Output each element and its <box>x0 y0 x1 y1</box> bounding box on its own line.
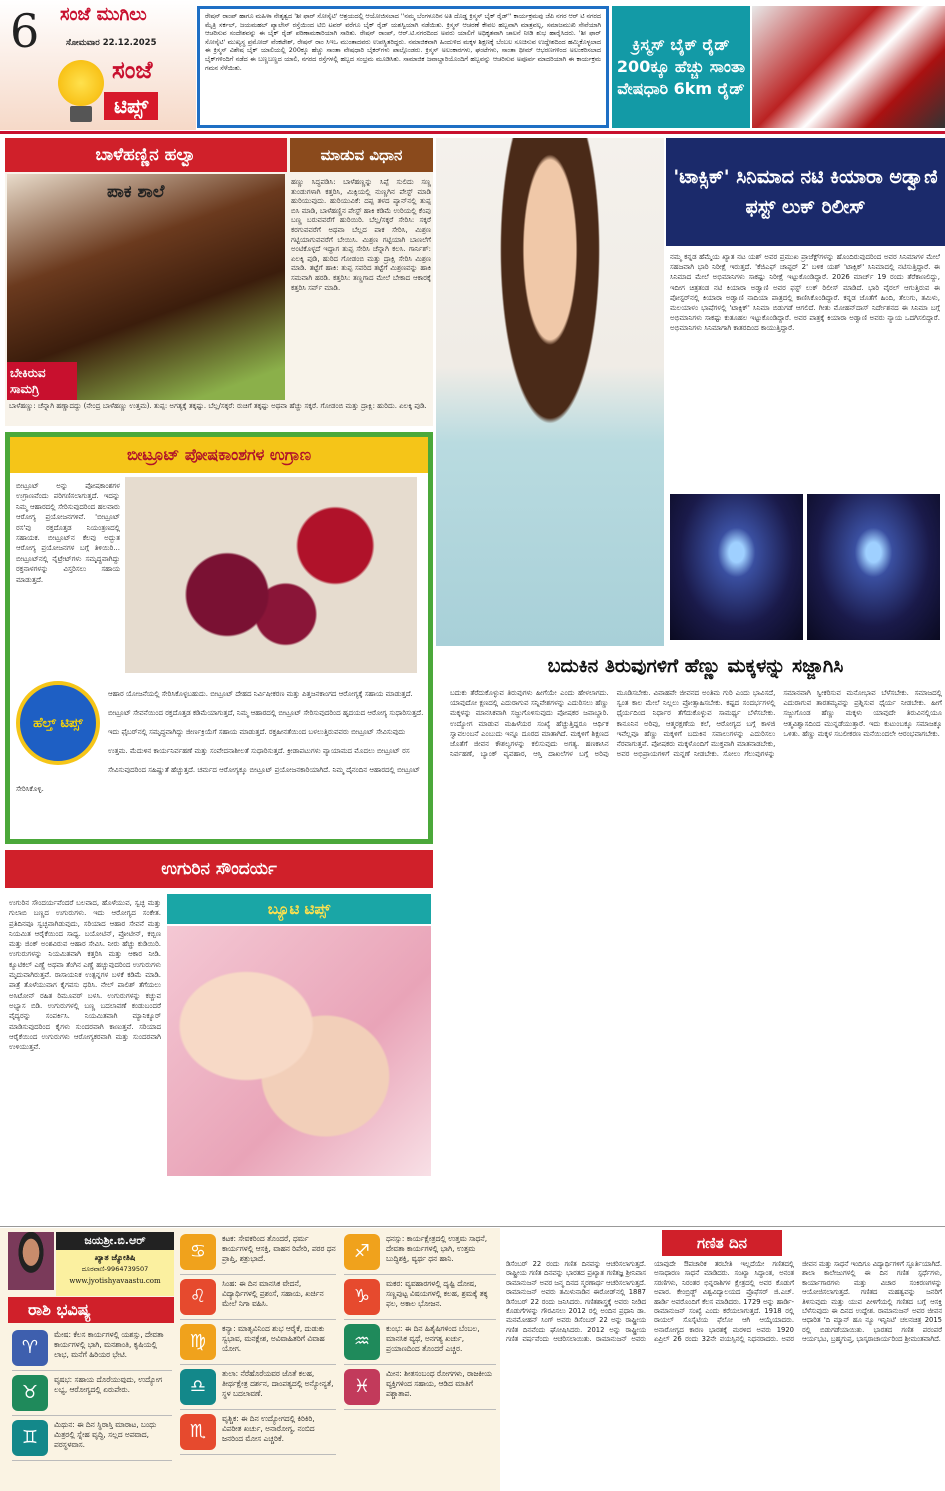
recipe-section <box>5 138 433 426</box>
rashi-item <box>344 1275 496 1320</box>
bulb-icon <box>58 60 104 106</box>
rashi-text: ಮಕರ: ವ್ಯವಹಾರಗಳಲ್ಲಿ ದೃಷ್ಟಿ ದೋಷ, ಸಣ್ಣಪುಟ್ಟ ವಿಷಯಗಳಲ್ಲಿ ಕಲಹ, ಶ್ರಮಕ್ಕೆ ತಕ್ಕ ಫಲ, ಅಕಾಲ ಭೋಜನ. <box>386 1279 488 1309</box>
paper-name: ಸಂಜೆ ಮುಗಿಲು <box>60 4 147 25</box>
astrology-column-3 <box>344 1230 496 1410</box>
ganita-title: ಗಣಿತ ದಿನ <box>662 1230 782 1256</box>
rashi-item <box>344 1365 496 1410</box>
rashi-text: ಕನ್ಯಾ: ಮಾತೃವಿನಿಂದ ಶುಭ ಆರೈಕೆ, ದುಡುಕು ಸ್ವಭಾವ, ಮನಕ್ಲೇಶ, ಅವಿವಾಹಿತರಿಗೆ ವಿವಾಹ ಯೋಗ. <box>222 1324 325 1354</box>
halwa-photo <box>7 174 285 400</box>
beetroot-title: ಬೀಟ್ರೂಟ್ ಪೋಷಕಾಂಶಗಳ ಉಗ್ರಾಣ <box>10 437 428 473</box>
rashi-text: ತುಲಾ: ನೆರೆಹೊರೆಯವರ ಜೊತೆ ಕಲಹ, ತೀರ್ಥಕ್ಷೇತ್ರ ದರ್ಶನ, ದಾಂಪತ್ಯದಲ್ಲಿ ಅನ್ಯೋನ್ಯತೆ, ಸ್ಥಳ ಬದಲಾವಣೆ. <box>222 1369 334 1399</box>
beetroot-section <box>5 432 433 844</box>
rashi-text: ಧನಸ್ಸು: ಕಾರ್ಯಕ್ಷೇತ್ರದಲ್ಲಿ ಉತ್ತಮ ಸಾಧನೆ, ದೇವತಾ ಕಾರ್ಯಗಳಲ್ಲಿ ಭಾಗಿ, ಉತ್ತಮ ಬುದ್ಧಿಶಕ್ತಿ, ವ್ಯರ್ಥ ಧನ ಹಾನಿ. <box>386 1234 488 1264</box>
rashi-text: ಸಿಂಹ: ಈ ದಿನ ಮಾನಸಿಕ ವೇದನೆ, ವಿದ್ಯಾರ್ಥಿಗಳಲ್ಲಿ ಪ್ರಶಂಸೆ, ಸಹಾಯ, ಖರ್ಚಿನ ಮೇಲೆ ನಿಗಾ ವಹಿಸಿ. <box>222 1279 324 1309</box>
date: ಸೋಮವಾರ 22.12.2025 <box>66 38 157 48</box>
method-label: ಮಾಡುವ ವಿಧಾನ <box>290 138 433 172</box>
beetroot-body: ಆಹಾರ ಯೋಜನೆಯಲ್ಲಿ ಸೇರಿಸಿಕೊಳ್ಳಬಹುದು. ಬೀಟ್ರೂಟ್ ದೇಹದ ನಿರ್ವಿಷೀಕರಣ ಮತ್ತು ಪಿತ್ತಜನಕಾಂಗದ ಆರೋಗ್ಯಕ್ಕೆ ಸಹಾಯ ಮಾಡುತ್ತದೆ. ಬೀಟ್ರೂಟ್ ಸೇವನೆಯಿಂದ ರಕ್ತದೊತ್ತಡ ಕಡಿಮೆಯಾಗುತ್ತದೆ, ನಿಮ್ಮ ಆಹಾರದಲ್ಲಿ ಬೀಟ್ರೂಟ್ ಸೇರಿಸುವುದರಿಂದ ಹೃದಯದ ಆರೋಗ್ಯ ಸುಧಾರಿಸುತ್ತದೆ. ಇದು ಫೈಬರ್‌ನಲ್ಲಿ ಸಮೃದ್ಧವಾಗಿದ್ದು ಜೀರ್ಣಕ್ರಿಯೆಗೆ ಸಹಾಯ ಮಾಡುತ್ತದೆ. ರಕ್ತಹೀನತೆಯಿಂದ ಬಳಲುತ್ತಿರುವವರು ಬೀಟ್ರೂಟ್ ಸೇವಿಸುವುದು ಉತ್ತಮ. ಮೆದುಳಿನ ಕಾರ್ಯನಿರ್ವಹಣೆ ಮತ್ತು ಸಂವೇದನಾಶೀಲತೆ ಸುಧಾರಿಸುತ್ತದೆ. ಕ್ರೀಡಾಪಟುಗಳು ವ್ಯಾಯಾಮದ ಮೊದಲು ಬೀಟ್ರೂಟ್ ರಸ ಸೇವಿಸುವುದರಿಂದ ಸಹಿಷ್ಣುತೆ ಹೆಚ್ಚುತ್ತದೆ. ಚರ್ಮದ ಆರೋಗ್ಯಕ್ಕೂ ಬೀಟ್ರೂಟ್ ಪ್ರಯೋಜನಕಾರಿಯಾಗಿದೆ. ನಿಮ್ಮ ದೈನಂದಿನ ಆಹಾರದಲ್ಲಿ ಬೀಟ್ರೂಟ್ ಸೇರಿಸಿಕೊಳ್ಳಿ. <box>16 690 424 793</box>
astrologer-title: ಖ್ಯಾತ ಜ್ಯೋತಿಷಿ <box>94 1253 136 1262</box>
zodiac-12-icon: ♓ <box>344 1369 380 1405</box>
beetroot-intro: ಬೀಟ್ರೂಟ್ ಅನ್ನು ಪೋಷಕಾಂಶಗಳ ಉಗ್ರಾಣವೆಂದು ಪರಿಗಣಿಸಲಾಗುತ್ತದೆ. ಇದನ್ನು ನಿಮ್ಮ ಆಹಾರದಲ್ಲಿ ಸೇರಿಸುವುದರಿಂದ ಹಲವಾರು ಆರೋಗ್ಯ ಪ್ರಯೋಜನಗಳಿವೆ. 'ಬೀಟ್ರೂಟ್ ರಸ'ವು ರಕ್ತದೊತ್ತಡ ನಿಯಂತ್ರಣದಲ್ಲಿ ಸಹಾಯಕ. ಬೀಟ್ರೂಟ್‌ನ ಕೆಲವು ಅದ್ಭುತ ಆರೋಗ್ಯ ಪ್ರಯೋಜನಗಳ ಬಗ್ಗೆ ತಿಳಿಯಿರಿ... ಬೀಟ್ರೂಟ್‌ನಲ್ಲಿ ನೈಟ್ರೇಟ್‌ಗಳು ಸಮೃದ್ಧವಾಗಿದ್ದು ರಕ್ತನಾಳಗಳನ್ನು ವಿಸ್ತರಿಸಲು ಸಹಾಯ ಮಾಡುತ್ತದೆ. <box>16 482 120 584</box>
rashi-text: ವೃಷಭ: ಸಹಾಯ ದೊರೆಯುವುದು, ಉದ್ಯೋಗ ಲಭ್ಯ, ಆರೋಗ್ಯದಲ್ಲಿ ಏರುಪೇರು. <box>54 1375 163 1395</box>
rashi-text: ಕುಂಭ: ಈ ದಿನ ಹಿತೈಷಿಗಳಿಂದ ಬೆಂಬಲ, ಮಾನಸಿಕ ವ್ಯಥೆ, ಅನಗತ್ಯ ಖರ್ಚು, ಪ್ರಯಾಣದಿಂದ ತೊಂದರೆ ಎಚ್ಚರ. <box>386 1324 480 1354</box>
women-headline: ಬದುಕಿನ ತಿರುವುಗಳಿಗೆ ಹೆಣ್ಣು ಮಕ್ಕಳನ್ನು ಸಜ್ಜಾಗಿಸಿ <box>547 655 844 677</box>
astrologer-photo <box>8 1232 54 1290</box>
nails-photo <box>167 926 431 1176</box>
section-title-1: ಸಂಜೆ <box>112 56 153 84</box>
zodiac-5-icon: ♌ <box>180 1279 216 1315</box>
rashi-item <box>180 1230 336 1275</box>
recipe-ingredients: ಬಾಳೆಹಣ್ಣು: ಚೆನ್ನಾಗಿ ಹಣ್ಣಾದದ್ದು (ನೇಂದ್ರ ಬಾಳೆಹಣ್ಣು ಉತ್ತಮ). ತುಪ್ಪ: ಅಗತ್ಯಕ್ಕೆ ತಕ್ಕಷ್ಟು. ಬೆಲ್ಲ/ಸಕ್ಕರೆ: ರುಚಿಗೆ ತಕ್ಕಷ್ಟು ಅಥವಾ ಹೆಚ್ಚು ಸಕ್ಕರೆ. ಗೋಡಂಬಿ ಮತ್ತು ದ್ರಾಕ್ಷಿ: ಹುರಿದು. ಏಲಕ್ಕಿ ಪುಡಿ. <box>9 402 427 410</box>
beetroot-photo <box>125 477 417 673</box>
rashi-item <box>12 1416 172 1461</box>
astrologer-website[interactable]: www.jyotishyavaastu.com <box>69 1277 161 1285</box>
rashi-item <box>344 1230 496 1275</box>
rashi-text: ಕಟಕ: ಸೇವಕರಿಂದ ತೊಂದರೆ, ಧರ್ಮ ಕಾರ್ಯಗಳಲ್ಲಿ ಆಸಕ್ತಿ, ವಾಹನ ರಿಪೇರಿ, ಪರರ ಧನ ಪ್ರಾಪ್ತಿ, ಶತ್ರುಭಾದೆ. <box>222 1234 336 1264</box>
rashi-text: ಮೀನ: ಶೀತಸಂಬಂಧ ರೋಗಗಳು, ರಾಜಕೀಯ ವ್ಯಕ್ತಿಗಳಿಂದ ಸಹಾಯ, ಆಡಿದ ಮಾತಿಗೆ ಪಶ್ಚಾತಾಪ. <box>386 1369 492 1399</box>
astrology-column-1 <box>12 1326 172 1461</box>
masthead <box>0 0 196 130</box>
recipe-method: ಹಣ್ಣು ಸಿದ್ಧಪಡಿಸಿ: ಬಾಳೆಹಣ್ಣನ್ನು ಸಿಪ್ಪೆ ಸುಲಿದು ಸಣ್ಣ ತುಂಡುಗಳಾಗಿ ಕತ್ತರಿಸಿ, ಮಿಕ್ಸಿಯಲ್ಲಿ ನುಣ್ಣಗಿನ ಪೇಸ್ಟ್ ಮಾಡಿ ಹುರಿಯುವುದು. ಹುರಿಯುವಿಕೆ: ದಪ್ಪ ತಳದ ಪ್ಯಾನ್‌ನಲ್ಲಿ ತುಪ್ಪ ಬಿಸಿ ಮಾಡಿ, ಬಾಳೆಹಣ್ಣಿನ ಪೇಸ್ಟ್ ಹಾಕಿ ಕಡಿಮೆ ಉರಿಯಲ್ಲಿ ಕೆಂಪು ಬಣ್ಣ ಬರುವವರೆಗೆ ಹುರಿಯಿರಿ. ಬೆಲ್ಲ/ಸಕ್ಕರೆ ಸೇರಿಸಿ: ಸಕ್ಕರೆ ಕರಗುವವರೆಗೆ ಅಥವಾ ಬೆಲ್ಲದ ಪಾಕ ಸೇರಿಸಿ, ಮಿಶ್ರಣ ಗಟ್ಟಿಯಾಗುವವರೆಗೆ ಬೇಯಿಸಿ. ಮಿಶ್ರಣ ಗಟ್ಟಿಯಾಗಿ ಬಾಣಲೆಗೆ ಅಂಟಿಕೊಳ್ಳದೆ ಇದ್ದಾಗ ತುಪ್ಪ ಸೇರಿಸಿ ಚೆನ್ನಾಗಿ ಕಲಸಿ. ಗಾರ್ನಿಶ್: ಏಲಕ್ಕಿ ಪುಡಿ, ಹುರಿದ ಗೋಡಂಬಿ ಮತ್ತು ದ್ರಾಕ್ಷಿ ಸೇರಿಸಿ ಮಿಶ್ರಣ ಮಾಡಿ. ತಟ್ಟೆಗೆ ಹಾಕಿ: ತುಪ್ಪ ಸವರಿದ ತಟ್ಟೆಗೆ ಮಿಶ್ರಣವನ್ನು ಹಾಕಿ ಸಮವಾಗಿ ಹರಡಿ. ಕತ್ತರಿಸಿ: ತಣ್ಣಗಾದ ಮೇಲೆ ಬೇಕಾದ ಆಕಾರಕ್ಕೆ ಕತ್ತರಿಸಿ ಸರ್ವ್ ಮಾಡಿ. <box>291 178 431 292</box>
santa-bikers-photo <box>752 6 945 128</box>
nails-section <box>5 850 433 1225</box>
rashi-text: ಮೇಷ: ಕೆಲಸ ಕಾರ್ಯಗಳಲ್ಲಿ ಯಶಸ್ಸು, ದೇವತಾ ಕಾರ್ಯಗಳಲ್ಲಿ ಭಾಗಿ, ಮನಶಾಂತಿ, ಕೃಷಿಯಲ್ಲಿ ಲಾಭ, ಮನೆಗೆ ಹಿರಿಯರ ಭೇಟಿ. <box>54 1330 164 1360</box>
zodiac-3-icon: ♊ <box>12 1420 48 1456</box>
zodiac-10-icon: ♑ <box>344 1279 380 1315</box>
top-story-body: ರೇಷನ್ ರಾಂಪ್ ಹಾಗೂ ಮಹಿಳಾ ನೇತೃತ್ವದ 'ಶೀ ಫಾರ್ ಸೋಸೈಟಿ' ಆಶ್ರಯದಲ್ಲಿ ಆಯೋಜಿಸಲಾದ ''ನಮ್ಮ ಬೆಂಗಳೂರಿನ ಅತಿ ದೊಡ್ಡ ಕ್ರಿಸ್ಮಸ್ ಬೈಕ್ ರೈಡ್'' ಕಾರ್ಯಕ್ರಮವು ಜೆಪಿ ನಗರ ಆರ್ ಟಿ ನಗರದ ಮೈತ್ರಿ ಸರ್ಕಲ್, ಜಯಮಹಲ್ ಪ್ಯಾಲೇಸ್ ರಸ್ತೆಯಿಂದ ಟಿಬಿ ಟವರ್ ವರೆಗೂ ಬೈಕ್ ರೈಡ್ ಯಶಸ್ವಿಯಾಗಿ ನಡೆಯಿತು. ಕ್ರಿಸ್ಮಸ್ ಆಚರಣೆ ಕೇವಲ ಹಬ್ಬವಾಗಿ ಮಾತ್ರವಲ್ಲ, ಸಮಾಜಮುಖಿ ಸೇವೆಯಾಗಿ ಆಚರಿಸುವ ಸಂದೇಶವನ್ನು ಈ ಬೈಕ್ ರೈಡ್ ಪರಿಣಾಮಕಾರಿಯಾಗಿ ಸಾರಿತು. ರೇಷನ್ ರಾಂಪ್, ಆರ್.ಟಿ.ನಗರದಿಂದ ಅವರು ಯಾಲಿಗೆ ಅಧಿಕೃತವಾಗಿ ಚಾಲನೆ ನೀಡಿ ಶುಭ ಹಾರೈಸಿದರು. 'ಶೀ ಫಾರ್ ಸೋಸೈಟಿ' ಮುಖ್ಯಸ್ಥ ಪ್ರಮೋದ್ ವೆಂಕಟೇಶ್, ರೇಷನ್ ರಾಂ ಸಿಇಒ ಮುಂತಾದವರು ಉಪಸ್ಥಿತರಿದ್ದರು. ನಮಾಜಿಕವಾಗಿ ಹಿಂದುಳಿದ ಮಕ್ಕಳ ಶಿಕ್ಷಣಕ್ಕೆ ಬೆಂಬಲ ಸೂಚಿಸುವ ಉದ್ದೇಶದಿಂದ ಹಮ್ಮಿಕೊಳ್ಳಲಾದ ಈ ಕ್ರಿಸ್ಮಸ್ ವಿಶೇಷ ಬೈಕ್ ಯಾಲಿಯಲ್ಲಿ 200ಕ್ಕೂ ಹೆಚ್ಚು ಸಾಂತಾ ವೇಷಧಾರಿ ಬೈಕರ್‌ಗಳು ಪಾಲ್ಗೊಂಡರು. ಕ್ರಿಸ್ಮಸ್ ಅಲಂಕಾರಗಳು, ಘಂಟೆಗಳು, ಸಾಂತಾ ಥೀಮ್ ಆಭರಣಗಳಿಂದ ಅಲಂಕರಿಸಲಾದ ಬೈಕ್‌ಗಳಿಂದಿಗೆ ನಡೆದ ಈ ಬಣ್ಣಬಣ್ಣದ ಯಾಲಿ, ನಗರದ ರಸ್ತೆಗಳಲ್ಲಿ ಹಬ್ಬದ ಸಂಭ್ರಮ ಮೂಡಿಸಿತು. ಸಾಮಾಜಿಕ ಜವಾಬ್ದಾರಿಯೊಂದಿಗೆ ಹಬ್ಬವನ್ನು ಆಚರಿಸುವ ಅಪೂರ್ವ ಮಾದರಿಯಾಗಿ ಈ ಕಾರ್ಯಕ್ರಮ ಗಮನ ಸೆಳೆಯಿತು. <box>197 6 609 128</box>
top-story-headline: ಕ್ರಿಸ್ಮಸ್ ಬೈಕ್ ರೈಡ್ 200ಕ್ಕೂ ಹೆಚ್ಚು ಸಾಂತಾ ವೇಷಧಾರಿ 6km ರೈಡ್ <box>612 6 750 128</box>
section-title-2: ಟಿಪ್ಸ್ <box>104 92 158 120</box>
beetroot-body-wrap <box>16 681 424 839</box>
bulb-base-icon <box>70 106 92 122</box>
cinema-headline: 'ಟಾಕ್ಸಿಕ್' ಸಿನಿಮಾದ ನಟಿ ಕಿಯಾರಾ ಅಡ್ವಾಣಿ ಫಸ್ಟ್ ಲುಕ್ ರಿಲೀಸ್ <box>666 138 945 246</box>
nails-body: ಉಗುರಿನ ಸೌಂದರ್ಯವೆಂದರೆ ಬಲವಾದ, ಹೊಳೆಯುವ, ಸ್ವಚ್ಛ ಮತ್ತು ಗುಲಾಬಿ ಬಣ್ಣದ ಉಗುರುಗಳು. ಇದು ಆರೋಗ್ಯದ ಸಂಕೇತ. ಪ್ರತಿದಿನವೂ ಸ್ವಚ್ಛವಾಗಿಡುವುದು, ಸರಿಯಾದ ಆಹಾರ ಸೇವನೆ ಮತ್ತು ನಿಯಮಿತ ಆರೈಕೆಯಿಂದ ಸಾಧ್ಯ. ಬಯೋಟಿನ್, ಪ್ರೋಟೀನ್, ಕಬ್ಬಿಣ ಮತ್ತು ಜಿಂಕ್ ಅಂಶವಿರುವ ಆಹಾರ ಸೇವಿಸಿ. ನೀರು ಹೆಚ್ಚು ಕುಡಿಯಿರಿ. ಉಗುರುಗಳನ್ನು ನಿಯಮಿತವಾಗಿ ಕತ್ತರಿಸಿ ಮತ್ತು ಆಕಾರ ನೀಡಿ. ಕ್ಯೂಟಿಕಲ್ ಎಣ್ಣೆ ಅಥವಾ ತೆಂಗಿನ ಎಣ್ಣೆ ಹಚ್ಚುವುದರಿಂದ ಉಗುರುಗಳು ಮೃದುವಾಗಿರುತ್ತವೆ. ರಾಸಾಯನಿಕ ಉತ್ಪನ್ನಗಳ ಬಳಕೆ ಕಡಿಮೆ ಮಾಡಿ. ಪಾತ್ರೆ ತೊಳೆಯುವಾಗ ಕೈಗವಸು ಧರಿಸಿ. ನೇಲ್ ಪಾಲಿಶ್ ತೆಗೆಯಲು ಅಸಿಟೋನ್ ರಹಿತ ರಿಮೂವರ್ ಬಳಸಿ. ಉಗುರುಗಳನ್ನು ಕಚ್ಚುವ ಅಭ್ಯಾಸ ಬಿಡಿ. ಉಗುರುಗಳಲ್ಲಿ ಬಣ್ಣ ಬದಲಾವಣೆ ಕಂಡುಬಂದರೆ ವೈದ್ಯರನ್ನು ಸಂಪರ್ಕಿಸಿ. ನಿಯಮಿತವಾಗಿ ಮ್ಯಾನಿಕ್ಯೂರ್ ಮಾಡಿಸುವುದರಿಂದ ಕೈಗಳು ಸುಂದರವಾಗಿ ಕಾಣುತ್ತವೆ. ಸರಿಯಾದ ಆರೈಕೆಯಿಂದ ಉಗುರುಗಳು ಆರೋಗ್ಯಕರವಾಗಿ ಮತ್ತು ಸುಂದರವಾಗಿ ಉಳಿಯುತ್ತವೆ. <box>9 899 161 1052</box>
zodiac-8-icon: ♏ <box>180 1414 216 1450</box>
ingredients-label: ಬೇಕಿರುವ ಸಾಮಗ್ರಿ <box>7 362 77 400</box>
zodiac-1-icon: ♈ <box>12 1330 48 1366</box>
zodiac-9-icon: ♐ <box>344 1234 380 1270</box>
page-number: 6 <box>10 4 40 58</box>
kitchen-label: ಪಾಕ ಶಾಲೆ <box>107 182 165 202</box>
toxic-poster-2 <box>807 494 940 640</box>
zodiac-7-icon: ♎ <box>180 1369 216 1405</box>
zodiac-11-icon: ♒ <box>344 1324 380 1360</box>
astrology-title: ರಾಶಿ ಭವಿಷ್ಯ <box>8 1297 174 1323</box>
rashi-item <box>12 1326 172 1371</box>
rashi-item <box>180 1410 336 1455</box>
rashi-item <box>12 1371 172 1416</box>
ganita-body: ಡಿಸೆಂಬರ್ 22 ರಂದು ಗಣಿತ ದಿನವನ್ನು ಆಚರಿಸಲಾಗುತ್ತದೆ. ರಾಷ್ಟ್ರೀಯ ಗಣಿತ ದಿನವನ್ನು ಭಾರತದ ಪ್ರಖ್ಯಾತ ಗಣಿತಜ್ಞ ಶ್ರೀನಿವಾಸ ರಾಮಾನುಜನ್ ಅವರ ಜನ್ಮ ದಿನದ ಸ್ಮರಣಾರ್ಥ ಆಚರಿಸಲಾಗುತ್ತದೆ. ರಾಮಾನುಜನ್ ಅವರು ತಮಿಳುನಾಡಿನ ಈರೋಡ್‌ನಲ್ಲಿ 1887 ಡಿಸೆಂಬರ್ 22 ರಂದು ಜನಿಸಿದರು. ಗಣಿತಶಾಸ್ತ್ರಕ್ಕೆ ಅವರು ನೀಡಿದ ಕೊಡುಗೆಗಳನ್ನು ಗೌರವಿಸಲು 2012 ರಲ್ಲಿ ಅಂದಿನ ಪ್ರಧಾನಿ ಡಾ. ಮನಮೋಹನ್ ಸಿಂಗ್ ಅವರು ಡಿಸೆಂಬರ್ 22 ಅನ್ನು ರಾಷ್ಟ್ರೀಯ ಗಣಿತ ದಿನವೆಂದು ಘೋಷಿಸಿದರು. 2012 ಅನ್ನು ರಾಷ್ಟ್ರೀಯ ಗಣಿತ ವರ್ಷವೆಂದು ಆಚರಿಸಲಾಯಿತು. ರಾಮಾನುಜನ್ ಅವರು ಯಾವುದೇ ಔಪಚಾರಿಕ ತರಬೇತಿ ಇಲ್ಲದೆಯೇ ಗಣಿತದಲ್ಲಿ ಅಸಾಧಾರಣ ಸಾಧನೆ ಮಾಡಿದರು. ಸಂಖ್ಯಾ ಸಿದ್ಧಾಂತ, ಅನಂತ ಸರಣಿಗಳು, ನಿರಂತರ ಭಿನ್ನರಾಶಿಗಳ ಕ್ಷೇತ್ರದಲ್ಲಿ ಅವರ ಕೊಡುಗೆ ಅಪಾರ. ಕೇಂಬ್ರಿಡ್ಜ್ ವಿಶ್ವವಿದ್ಯಾಲಯದ ಪ್ರೊಫೆಸರ್ ಜಿ.ಎಚ್. ಹಾರ್ಡಿ ಅವರೊಂದಿಗೆ ಕೆಲಸ ಮಾಡಿದರು. 1729 ಅನ್ನು ಹಾರ್ಡಿ-ರಾಮಾನುಜನ್ ಸಂಖ್ಯೆ ಎಂದು ಕರೆಯಲಾಗುತ್ತದೆ. 1918 ರಲ್ಲಿ ರಾಯಲ್ ಸೊಸೈಟಿಯ ಫೆಲೋ ಆಗಿ ಆಯ್ಕೆಯಾದರು. ಅನಾರೋಗ್ಯದ ಕಾರಣ ಭಾರತಕ್ಕೆ ಮರಳಿದ ಅವರು 1920 ಏಪ್ರಿಲ್ 26 ರಂದು 32ನೇ ವಯಸ್ಸಿನಲ್ಲಿ ನಿಧನರಾದರು. ಅವರ ಜೀವನ ಮತ್ತು ಸಾಧನೆ ಇಂದಿಗೂ ವಿದ್ಯಾರ್ಥಿಗಳಿಗೆ ಸ್ಫೂರ್ತಿಯಾಗಿದೆ. ಶಾಲಾ ಕಾಲೇಜುಗಳಲ್ಲಿ ಈ ದಿನ ಗಣಿತ ಸ್ಪರ್ಧೆಗಳು, ಕಾರ್ಯಾಗಾರಗಳು ಮತ್ತು ವಿಚಾರ ಸಂಕಿರಣಗಳನ್ನು ಆಯೋಜಿಸಲಾಗುತ್ತದೆ. ಗಣಿತದ ಮಹತ್ವವನ್ನು ಜನರಿಗೆ ತಿಳಿಸುವುದು ಮತ್ತು ಯುವ ಪೀಳಿಗೆಯಲ್ಲಿ ಗಣಿತದ ಬಗ್ಗೆ ಆಸಕ್ತಿ ಬೆಳೆಸುವುದು ಈ ದಿನದ ಉದ್ದೇಶ. ರಾಮಾನುಜನ್ ಅವರ ಜೀವನ ಆಧಾರಿತ 'ದಿ ಮ್ಯಾನ್ ಹೂ ನ್ಯೂ ಇನ್ಫಿನಿಟಿ' ಚಲನಚಿತ್ರ 2015 ರಲ್ಲಿ ಬಿಡುಗಡೆಯಾಯಿತು. ಭಾರತದ ಗಣಿತ ಪರಂಪರೆ ಆರ್ಯಭಟ, ಬ್ರಹ್ಮಗುಪ್ತ, ಭಾಸ್ಕರಾಚಾರ್ಯರಿಂದ ಶ್ರೀಮಂತವಾಗಿದೆ. <box>506 1260 942 1344</box>
bottom-divider <box>0 1226 945 1227</box>
rashi-text: ಮಿಥುನ: ಈ ದಿನ ಸ್ಥಿರಾಸ್ತಿ ಮಾರಾಟ, ಬಂಧು ಮಿತ್ರರಲ್ಲಿ ಸ್ನೇಹ ವೃದ್ಧಿ, ಸಲ್ಲದ ಅಪವಾದ, ಪರಸ್ಥಳವಾಸ. <box>54 1420 157 1450</box>
kiara-photo <box>436 138 664 646</box>
astrologer-name: ಜಯಶ್ರೀ.ಬಿ.ಆರ್ <box>56 1232 174 1250</box>
rashi-item <box>180 1320 336 1365</box>
rashi-item <box>180 1275 336 1320</box>
zodiac-4-icon: ♋ <box>180 1234 216 1270</box>
toxic-poster-1 <box>670 494 803 640</box>
health-tips-label: ಹೆಲ್ತ್ ಟಿಪ್ಸ್ <box>33 715 83 731</box>
zodiac-2-icon: ♉ <box>12 1375 48 1411</box>
astrologer-card <box>56 1232 174 1296</box>
header-divider <box>0 131 945 134</box>
beauty-tips-label: ಬ್ಯೂಟಿ ಟಿಪ್ಸ್ <box>167 894 431 924</box>
women-body: ಬದುಕು ತೆರೆದುಕೊಳ್ಳುವ ತಿರುವುಗಳು ಹೀಗೆಯೇ ಎಂದು ಹೇಳಲಾಗದು. ಯಾವುದೋ ಕ್ಷಣದಲ್ಲಿ ಎದುರಾಗುವ ಸನ್ನಿವೇಶಗಳನ್ನು ಎದುರಿಸಲು ಹೆಣ್ಣು ಮಕ್ಕಳನ್ನು ಮಾನಸಿಕವಾಗಿ ಸಜ್ಜುಗೊಳಿಸುವುದು ಪೋಷಕರ ಜವಾಬ್ದಾರಿ. ಉದ್ಯೋಗ ಮಾಡುವ ಮಹಿಳೆಯರ ಸಂಖ್ಯೆ ಹೆಚ್ಚುತ್ತಿದ್ದರೂ ಆರ್ಥಿಕ ಸ್ವಾವಲಂಬನೆ ಎಂಬುದು ಇನ್ನೂ ದೂರದ ಮಾತಾಗಿದೆ. ಮಕ್ಕಳಿಗೆ ಶಿಕ್ಷಣದ ಜೊತೆಗೆ ಜೀವನ ಕೌಶಲ್ಯಗಳನ್ನು ಕಲಿಸುವುದು ಅಗತ್ಯ. ಹಣಕಾಸಿನ ನಿರ್ವಹಣೆ, ಬ್ಯಾಂಕ್ ವ್ಯವಹಾರ, ಆಸ್ತಿ ದಾಖಲೆಗಳ ಬಗ್ಗೆ ಅರಿವು ಮೂಡಿಸಬೇಕು. ವಿವಾಹವೇ ಜೀವನದ ಅಂತಿಮ ಗುರಿ ಎಂದು ಭಾವಿಸದೆ, ಸ್ವಂತ ಕಾಲ ಮೇಲೆ ನಿಲ್ಲಲು ಪ್ರೋತ್ಸಾಹಿಸಬೇಕು. ಕಷ್ಟದ ಸಂದರ್ಭಗಳಲ್ಲಿ ಧೈರ್ಯದಿಂದ ನಿರ್ಧಾರ ತೆಗೆದುಕೊಳ್ಳುವ ಸಾಮರ್ಥ್ಯ ಬೆಳೆಸಬೇಕು. ಕಾನೂನಿನ ಅರಿವು, ಆತ್ಮರಕ್ಷಣೆಯ ಕಲೆ, ಆರೋಗ್ಯದ ಬಗ್ಗೆ ಕಾಳಜಿ ಇವೆಲ್ಲವೂ ಹೆಣ್ಣು ಮಕ್ಕಳಿಗೆ ಬದುಕಿನ ಸವಾಲುಗಳನ್ನು ಎದುರಿಸಲು ನೆರವಾಗುತ್ತವೆ. ಪೋಷಕರು ಮಕ್ಕಳೊಂದಿಗೆ ಮುಕ್ತವಾಗಿ ಮಾತನಾಡಬೇಕು, ಅವರ ಅಭಿಪ್ರಾಯಗಳಿಗೆ ಮನ್ನಣೆ ನೀಡಬೇಕು. ಸೋಲು ಗೆಲುವುಗಳನ್ನು ಸಮಾನವಾಗಿ ಸ್ವೀಕರಿಸುವ ಮನೋಭಾವ ಬೆಳೆಸಬೇಕು. ಸಮಾಜದಲ್ಲಿ ಎದುರಾಗುವ ತಾರತಮ್ಯವನ್ನು ಪ್ರಶ್ನಿಸುವ ಧೈರ್ಯ ನೀಡಬೇಕು. ಹೀಗೆ ಸಜ್ಜುಗೊಂಡ ಹೆಣ್ಣು ಮಕ್ಕಳು ಯಾವುದೇ ತಿರುವಿನಲ್ಲಿಯೂ ಆತ್ಮವಿಶ್ವಾಸದಿಂದ ಮುನ್ನಡೆಯುತ್ತಾರೆ. ಇದು ಕುಟುಂಬಕ್ಕೂ ಸಮಾಜಕ್ಕೂ ಒಳಿತು. ಹೆಣ್ಣು ಮಕ್ಕಳ ಸಬಲೀಕರಣ ಮನೆಯಿಂದಲೇ ಆರಂಭವಾಗಬೇಕು. <box>450 689 942 759</box>
rashi-text: ವೃಶ್ಚಿಕ: ಈ ದಿನ ಉದ್ಯೋಗದಲ್ಲಿ ಕಿರಿಕಿರಿ, ವಿಪರೀತ ಖರ್ಚು, ಅನಾರೋಗ್ಯ, ನಂಬಿದ ಜನರಿಂದ ಮೋಸ ಎಚ್ಚರಿಕೆ. <box>222 1414 315 1444</box>
cinema-body: ನಮ್ಮ ಕನ್ನಡ ಹೆಮ್ಮೆಯ ಖ್ಯಾತ ನಟ ಯಶ್ ಅವರ ಪ್ರಮುಖ ಪ್ರಾಜೆಕ್ಟ್‌ಗಳನ್ನು ಹೊಂದಿರುವುದರಿಂದ ಅವರ ಸಿನಿಮಾಗಳ ಮೇಲೆ ಸಹಜವಾಗಿ ಭಾರಿ ನಿರೀಕ್ಷೆ ಇರುತ್ತದೆ. 'ಕೆಜಿಎಫ್ ಚಾಪ್ಟರ್ 2' ಬಳಿಕ ಯಶ್ 'ಟಾಕ್ಸಿಕ್' ಸಿನಿಮಾದಲ್ಲಿ ನಟಿಸುತ್ತಿದ್ದಾರೆ. ಈ ಸಿನಿಮಾದ ಮೇಲೆ ಅಭಿಮಾನಿಗಳು ಸಾಕಷ್ಟು ನಿರೀಕ್ಷೆ ಇಟ್ಟುಕೊಂಡಿದ್ದಾರೆ. 2026 ಮಾರ್ಚ್ 19 ರಂದು ತೆರೆಕಾಣಲಿದ್ದು, ಇದೀಗ ಚಿತ್ರತಂಡ ನಟಿ ಕಿಯಾರಾ ಅಡ್ವಾಣಿ ಅವರ ಫಸ್ಟ್ ಲುಕ್ ರಿಲೀಸ್ ಮಾಡಿದೆ. ಭಾರಿ ವೈರಲ್ ಆಗುತ್ತಿರುವ ಈ ಪೋಸ್ಟರ್‌ನಲ್ಲಿ ಕಿಯಾರಾ ಅಡ್ವಾಣಿ ನಾದಿಯಾ ಪಾತ್ರದಲ್ಲಿ ಕಾಣಿಸಿಕೊಂಡಿದ್ದಾರೆ. ಕನ್ನಡ ಜೊತೆಗೆ ಹಿಂದಿ, ತೆಲುಗು, ತಮಿಳು, ಮಲಯಾಳಂ ಭಾಷೆಗಳಲ್ಲಿ 'ಟಾಕ್ಸಿಕ್' ಸಿನಿಮಾ ಬಿಡುಗಡೆ ಆಗಲಿದೆ. ಗೀತು ಮೋಹನ್‌ದಾಸ್ ನಿರ್ದೇಶನದ ಈ ಸಿನಿಮಾ ಬಗ್ಗೆ ಅಭಿಮಾನಿಗಳು ಸಾಕಷ್ಟು ಕುತೂಹಲ ಇಟ್ಟುಕೊಂಡಿದ್ದಾರೆ. ಅವರ ಪಾತ್ರಕ್ಕೆ ಕಿಯಾರಾ ಅಡ್ವಾಣಿ ಅವರು ನ್ಯಾಯ ಒದಗಿಸಲಿದ್ದಾರೆ. ಅಭಿಮಾನಿಗಳು ಸಿನಿಮಾಗಾಗಿ ಕಾತರದಿಂದ ಕಾಯುತ್ತಿದ್ದಾರೆ. <box>670 253 940 333</box>
ganita-section <box>502 1228 945 1491</box>
recipe-title: ಬಾಳೆಹಣ್ಣಿನ ಹಲ್ವಾ <box>5 138 287 172</box>
astrology-column-2 <box>180 1230 336 1455</box>
rashi-item <box>344 1320 496 1365</box>
nails-title: ಉಗುರಿನ ಸೌಂದರ್ಯ <box>5 850 433 888</box>
zodiac-6-icon: ♍ <box>180 1324 216 1360</box>
astrology-section <box>0 1228 500 1491</box>
health-tips-badge <box>16 681 100 765</box>
astrologer-phone: ದೂರವಾಣಿ-9964739507 <box>81 1265 149 1273</box>
rashi-item <box>180 1365 336 1410</box>
